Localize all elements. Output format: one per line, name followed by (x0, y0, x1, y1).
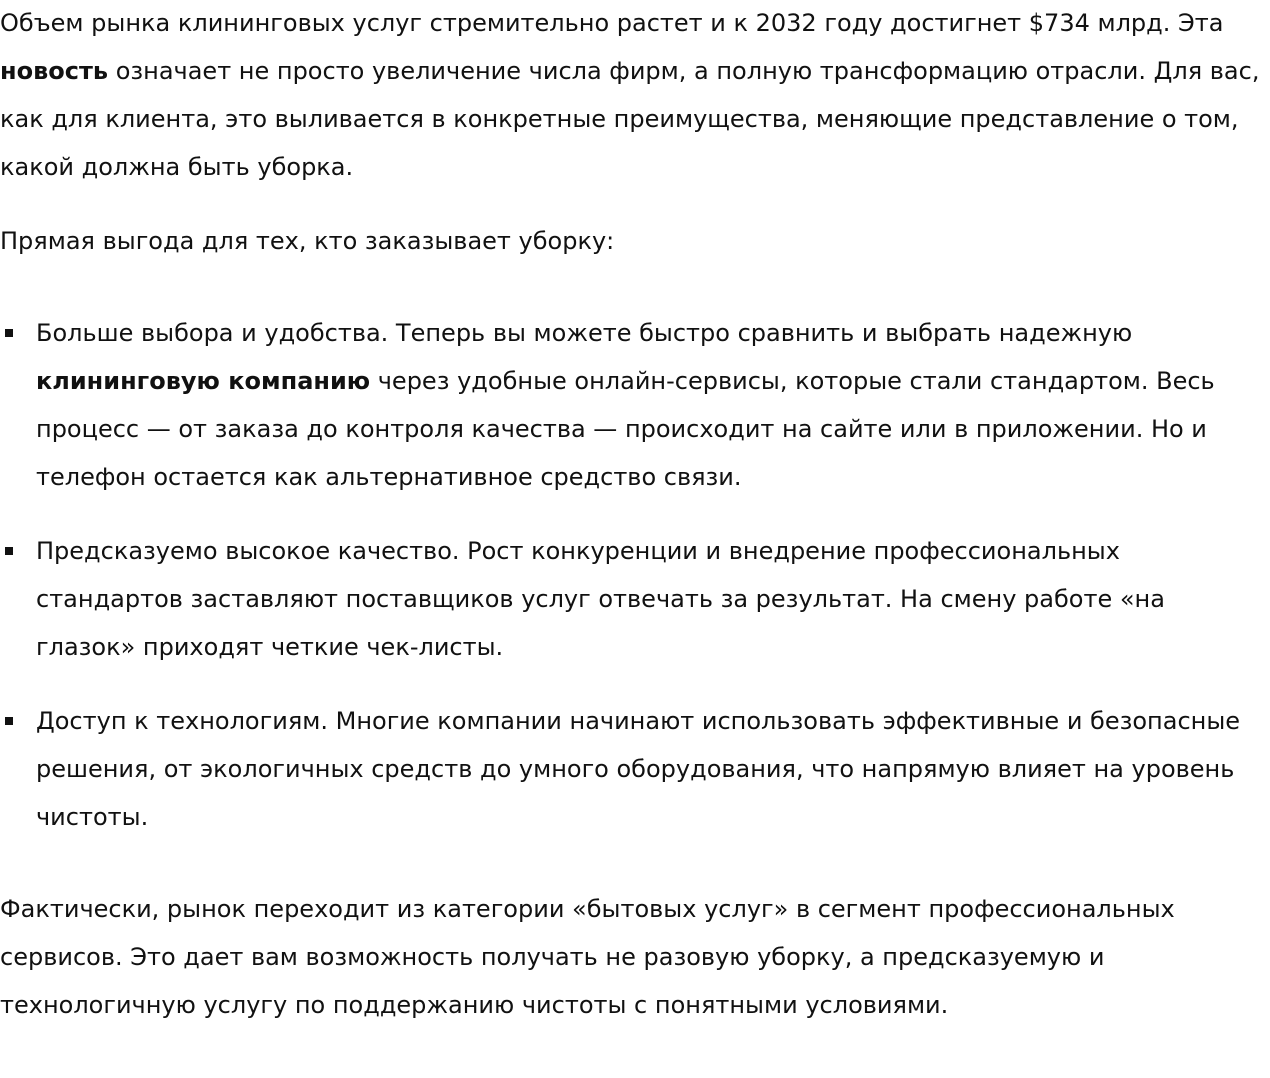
intro-paragraph (0, 0, 1270, 191)
benefit-text: Предсказуемо высокое качество. Рост конкуренции и внедрение профессиональных стандартов заставляют поставщиков услуг отвечать за результат. На смену работе «на глазок» приходят четкие чек-листы. (36, 537, 1165, 661)
benefit-bold-keyword: клининговую компанию (36, 367, 371, 395)
benefit-item-technology (36, 697, 1266, 841)
intro-bold-keyword: новость (0, 57, 109, 85)
benefit-item-quality (36, 527, 1266, 671)
benefit-item-choice (36, 309, 1266, 501)
square-bullet-icon (5, 717, 13, 725)
benefit-text-start: Больше выбора и удобства. Теперь вы можете быстро сравнить и выбрать надежную (36, 319, 1133, 347)
square-bullet-icon (5, 329, 13, 337)
intro-text-end: означает не просто увеличение числа фирм, а полную трансформацию отрасли. Для вас, как для клиента, это выливается в конкретные преимущества, меняющие представление о том, какой должна быть уборка. (0, 57, 1260, 181)
benefit-text: Доступ к технологиям. Многие компании начинают использовать эффективные и безопасные решения, от экологичных средств до умного оборудования, что напрямую влияет на уровень чистоты. (36, 707, 1241, 831)
lead-paragraph: Прямая выгода для тех, кто заказывает уборку: (0, 227, 615, 255)
square-bullet-icon (5, 547, 13, 555)
benefit-text-end: через удобные онлайн-сервисы, которые стали стандартом. Весь процесс — от заказа до контроля качества — происходит на сайте или в приложении. Но и телефон остается как альтернативное средство связи. (36, 367, 1215, 491)
intro-text-start: Объем рынка клининговых услуг стремительно растет и к 2032 году достигнет $734 млрд. Эта (0, 9, 1224, 37)
conclusion-paragraph: Фактически, рынок переходит из категории «бытовых услуг» в сегмент профессиональных сервисов. Это дает вам возможность получать не разовую уборку, а предсказуемую и технологичную услугу по поддержанию чистоты с понятными условиями. (0, 895, 1175, 1019)
